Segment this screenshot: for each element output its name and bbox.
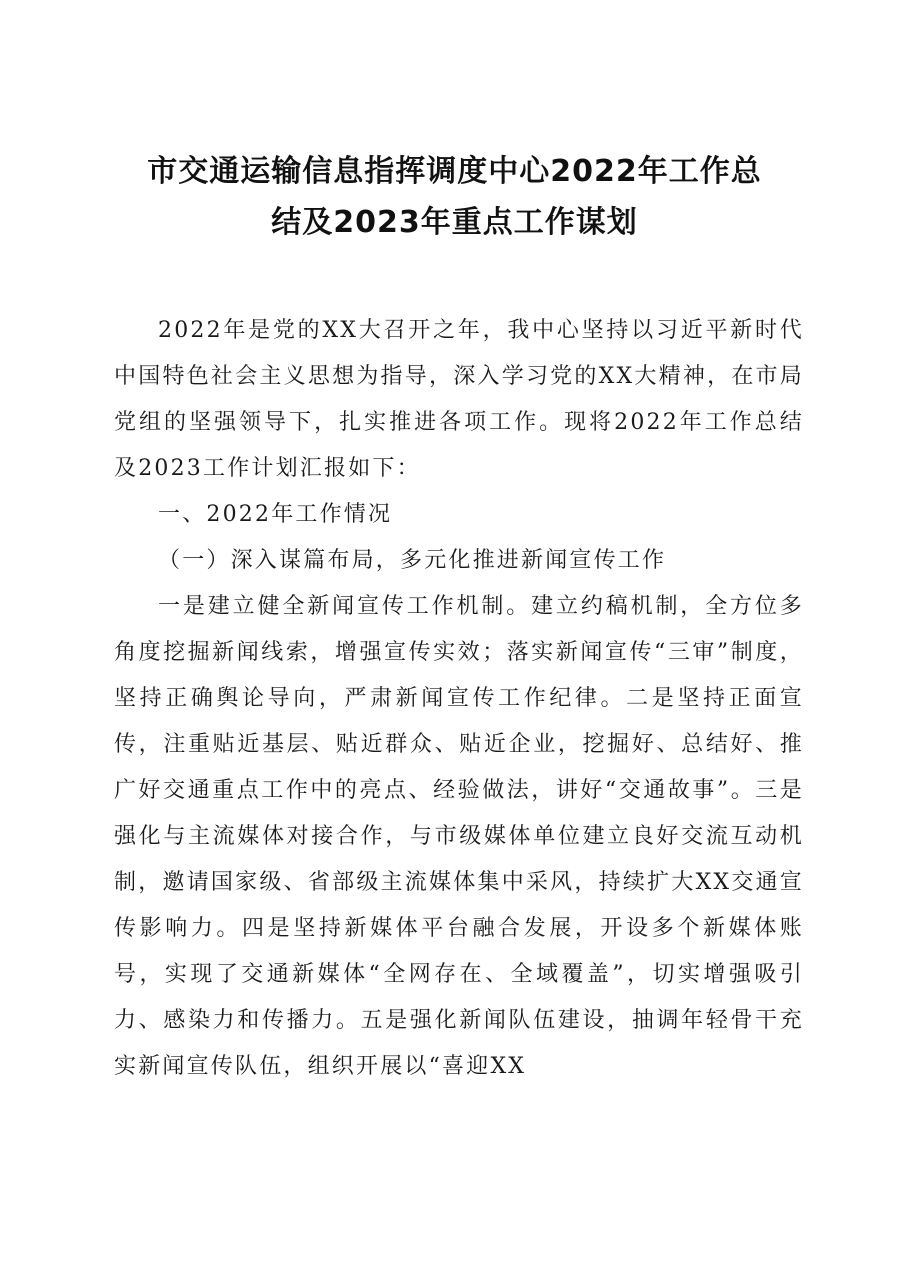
document-title (100, 146, 809, 248)
intro-paragraph: 2022年是党的XX大召开之年，我中心坚持以习近平新时代中国特色社会主义思想为指导，深入学习党的XX大精神，在市局党组的坚强领导下，扎实推进各项工作。现将2022年工作总结及2023工作计划汇报如下： (114, 318, 804, 481)
title-line-2: 结及2023年重点工作谋划 (271, 205, 638, 240)
body-paragraph: 一是建立健全新闻宣传工作机制。建立约稿机制，全方位多角度挖掘新闻线索，增强宣传实效；落实新闻宣传“三审”制度，坚持正确舆论导向，严肃新闻宣传工作纪律。二是坚持正面宣传，注重贴近基层、贴近群众、贴近企业，挖掘好、总结好、推广好交通重点工作中的亮点、经验做法，讲好“交通故事”。三是强化与主流媒体对接合作，与市级媒体单位建立良好交流互动机制，邀请国家级、省部级主流媒体集中采风，持续扩大XX交通宣传影响力。四是坚持新媒体平台融合发展，开设多个新媒体账号，实现了交通新媒体“全网存在、全域覆盖”，切实增强吸引力、感染力和传播力。五是强化新闻队伍建设，抽调年轻骨干充实新闻宣传队伍，组织开展以“喜迎XX (114, 594, 804, 1079)
document-body (114, 308, 804, 1090)
subsection-heading: （一）深入谋篇布局，多元化推进新闻宣传工作 (158, 548, 667, 573)
section-heading: 一、2022年工作情况 (158, 502, 393, 527)
title-line-1: 市交通运输信息指挥调度中心2022年工作总 (147, 154, 762, 189)
